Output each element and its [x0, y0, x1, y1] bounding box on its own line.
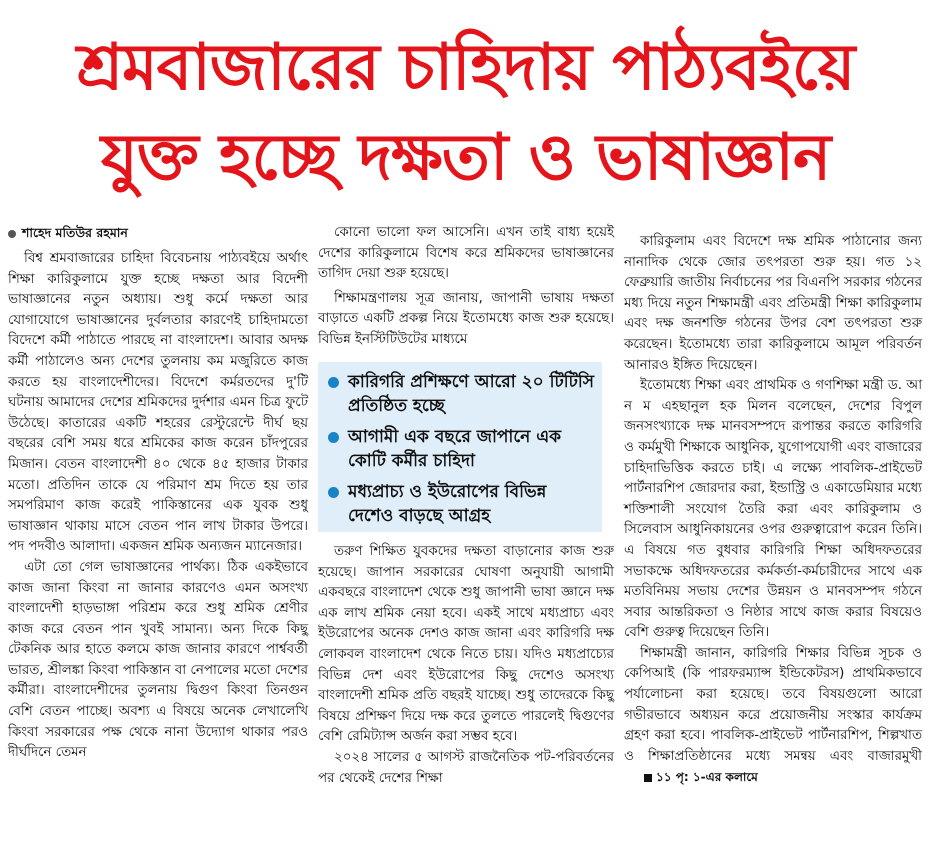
- headline: [0, 0, 931, 212]
- continuation-jump[interactable]: [624, 767, 758, 788]
- jump-text: ১১ পৃ: ১-এর কলামে: [656, 770, 758, 785]
- headline-line-1: শ্রমবাজারের চাহিদায় পাঠ্যবইয়ে: [76, 31, 855, 105]
- highlight-item: [326, 425, 594, 473]
- column-3-paragraph-3: [624, 644, 922, 789]
- column-2-paragraph-4: ২০২৪ সালের ৫ আগস্ট রাজনৈতিক পট-পরিবর্তনের পর থেকেই দেশের শিক্ষা: [318, 749, 614, 786]
- highlight-item: [326, 480, 594, 528]
- highlight-text: কারিগরি প্রশিক্ষণে আরো ২০ টিটিসি প্রতিষ্ঠিত হচ্ছে: [348, 372, 594, 416]
- highlights-box: [318, 362, 602, 532]
- column-2-paragraph-2: শিক্ষামন্ত্রণালয় সূত্র জানায়, জাপানী ভাষায় দক্ষতা বাড়াতে একটি প্রকল্প নিয়ে ইতোমধ্যে কাজ শুরু হয়েছে। বিভিন্ন ইনস্টিটিউটের মাধ্যমে: [318, 290, 614, 347]
- bullet-icon: [328, 487, 339, 498]
- column-3-paragraph-2: ইতোমধ্যে শিক্ষা এবং প্রাথমিক ও গণশিক্ষা মন্ত্রী ড. আ ন ম এহছানুল হক মিলন বলেছেন, দেশের বিপুল জনসংখ্যাকে দক্ষ মানবসম্পদে রূপান্তর করতে কারিগরি ও কর্মমুখী শিক্ষাকে আধুনিক, যুগোপযোগী এবং বাজারের চাহিদাভিত্তিক করতে চাই। এ লক্ষ্যে পাবলিক-প্রাইভেট পার্টনারশিপ জোরদার করা, ইন্ডাস্ট্রি ও একাডেমিয়ার মধ্যে শক্তিশালী সংযোগ তৈরি করা এবং কারিকুলাম ও সিলেবাস আধুনিকায়নের ওপর গুরুত্বারোপ করেন তিনি। এ বিষয়ে গত বুধবার কারিগরি শিক্ষা অধিদফতরের সভাকক্ষে অধিদফতরের কর্মকর্তা-কর্মচারীদের সাথে এক মতবিনিময় সভায় দেশের উন্নয়ন ও মানবসম্পদ গঠনে সবার আন্তরিকতা ও নিষ্ঠার সাথে কাজ করার বিষয়েও বেশি গুরুত্ব দিয়েছেন তিনি।: [624, 378, 922, 641]
- byline: [8, 223, 308, 243]
- column-1-paragraph-1: বিশ্ব শ্রমবাজারের চাহিদা বিবেচনায় পাঠ্যবইয়ে অর্থাৎ শিক্ষা কারিকুলামে যুক্ত হচ্ছে দক্ষতা আর বিদেশী ভাষাজ্ঞানের নতুন অধ্যায়। শুধু কর্মে দক্ষতা আর যোগাযোগে ভাষাজ্ঞানের দুর্বলতার কারণেই চাহিদামতো বিদেশে কর্মী পাঠাতে পারছে না বাংলাদেশ। আবার অদক্ষ কর্মী পাঠালেও অন্য দেশের তুলনায় কম মজুরিতে কাজ করতে হয় বাংলাদেশীদের। বিদেশে কর্মরতদের দু'টি ঘটনায় আমাদের দেশের শ্রমিকদের দুর্দশার এমন চিত্র ফুটে উঠেছে। কাতারের একটি শহরের রেস্টুরেন্টে দীর্ঘ ছয় বছরের বেশি সময় ধরে শ্রমিকের কাজ করেন চাঁদপুরের মিজান। বেতন বাংলাদেশী ৪০ থেকে ৪৫ হাজার টাকার মতো। প্রতিদিন তাকে যে পরিমাণ শ্রম দিতে হয় তার সমপরিমাণ কাজ করেই পাকিস্তানের এক যুবক শুধু ভাষাজ্ঞান থাকায় মাসে বেতন পান লাখ টাকার উপরে। পদ পদবীও আলাদা। একজন শ্রমিক অন্যজন ম্যানেজার।: [8, 251, 308, 555]
- article-column-2-top: [318, 223, 614, 351]
- byline-author: শাহেদ মতিউর রহমান: [22, 225, 128, 240]
- column-1-paragraph-2: এটা তো গেল ভাষাজ্ঞানের পার্থক্য। ঠিক একইভাবে কাজ জানা কিংবা না জানার কারণেও এমন অসংখ্য বাংলাদেশী হাড়ভাঙ্গা পরিশ্রম করে শুধু শ্রমিক শ্রেণীর কাজ করে বেতন পান খুবই সামান্য। অন্য দিকে কিছু টেকনিক আর হাতে কলমে কাজ জানার কারণে পার্শ্ববর্তী ভারত, শ্রীলঙ্কা কিংবা পাকিস্তান বা নেপালের মতো দেশের কর্মীরা। বাংলাদেশীদের তুলনায় দ্বিগুণ কিংবা তিনগুন বেশি বেতন পাচ্ছে। অবশ্য এ বিষয়ে অনেক লেখালেখি কিংবা সরকারের পক্ষ থেকে নানা উদ্যোগ থাকার পরও দীর্ঘদিনে তেমন: [8, 559, 308, 761]
- headline-line-2: যুক্ত হচ্ছে দক্ষতা ও ভাষাজ্ঞান: [100, 121, 831, 195]
- article-column-1: [8, 223, 308, 764]
- column-3-paragraph-1: কারিকুলাম এবং বিদেশে দক্ষ শ্রমিক পাঠানোর জন্য নানাদিক থেকে জোর তৎপরতা শুরু হয়। গত ১২ ফেব্রুয়ারি জাতীয় নির্বাচনের পর বিএনপি সরকার গঠনের মধ্য দিয়ে নতুন শিক্ষামন্ত্রী এবং প্রতিমন্ত্রী শিক্ষা কারিকুলাম এবং দক্ষ জনশক্তি গঠনের উপর বেশ তৎপরতা শুরু করেছেন। ইতোমধ্যে তারা কারিকুলামে আমূল পরিবর্তন আনারও ইঙ্গিত দিয়েছেন।: [624, 234, 922, 373]
- column-2-paragraph-3: তরুণ শিক্ষিত যুবকদের দক্ষতা বাড়ানোর কাজ শুরু হয়েছে। জাপান সরকারের ঘোষণা অনুযায়ী আগামী একবছরে বাংলাদেশ থেকে শুধু জাপানী ভাষা জ্ঞানে দক্ষ এক লাখ শ্রমিক নেয়া হবে। একই সাথে মধ্যপ্রাচ্য এবং ইউরোপের অনেক দেশও কাজ জানা এবং কারিগরি দক্ষ লোকবল বাংলাদেশ থেকে নিতে চায়। যদিও মধ্যপ্রাচ্যের বিভিন্ন দেশ এবং ইউরোপের কিছু দেশেও অসংখ্য বাংলাদেশী শ্রমিক প্রতি বছরই যাচ্ছে। শুধু তাদেরকে কিছু বিষয়ে প্রশিক্ষণ দিয়ে দক্ষ করে তুলতে পারলেই দ্বিগুণের বেশি রেমিট্যান্স অর্জন করা সম্ভব হবে।: [318, 544, 614, 745]
- jump-square-icon: [644, 774, 652, 782]
- highlight-text: আগামী এক বছরে জাপানে এক কোটি কর্মীর চাহিদা: [348, 427, 562, 471]
- article-column-2-bottom: [318, 542, 614, 789]
- highlight-item: [326, 370, 594, 418]
- highlight-text: মধ্যপ্রাচ্য ও ইউরোপের বিভিন্ন দেশেও বাড়ছে আগ্রহ: [348, 482, 547, 526]
- bullet-icon: [328, 432, 339, 443]
- article-column-3: [624, 232, 922, 789]
- column-3-paragraph-3-text: শিক্ষামন্ত্রী জানান, কারিগরি শিক্ষার বিভিন্ন সূচক ও কেপিআই (কি পারফরম্যান্স ইন্ডিকেটরস) প্রাথমিকভাবে পর্যালোচনা করা হয়েছে। তবে বিষয়গুলো আরো গভীরভাবে অধ্যয়ন করে প্রয়োজনীয় সংস্কার কার্যক্রম গ্রহণ করা হবে। পাবলিক-প্রাইভেট পার্টনারশিপ, শিল্পখাত ও শিক্ষাপ্রতিষ্ঠানের মধ্যে সমন্বয় এবং বাজারমুখী: [624, 645, 922, 764]
- byline-dot-icon: [8, 230, 16, 238]
- column-2-paragraph-1: কোনো ভালো ফল আসেনি। এখন তাই বাধ্য হয়েই দেশের কারিকুলামে বিশেষ করে শ্রমিকদের ভাষাজ্ঞানের তাগিদ দেয়া শুরু হয়েছে।: [318, 225, 614, 282]
- bullet-icon: [328, 377, 339, 388]
